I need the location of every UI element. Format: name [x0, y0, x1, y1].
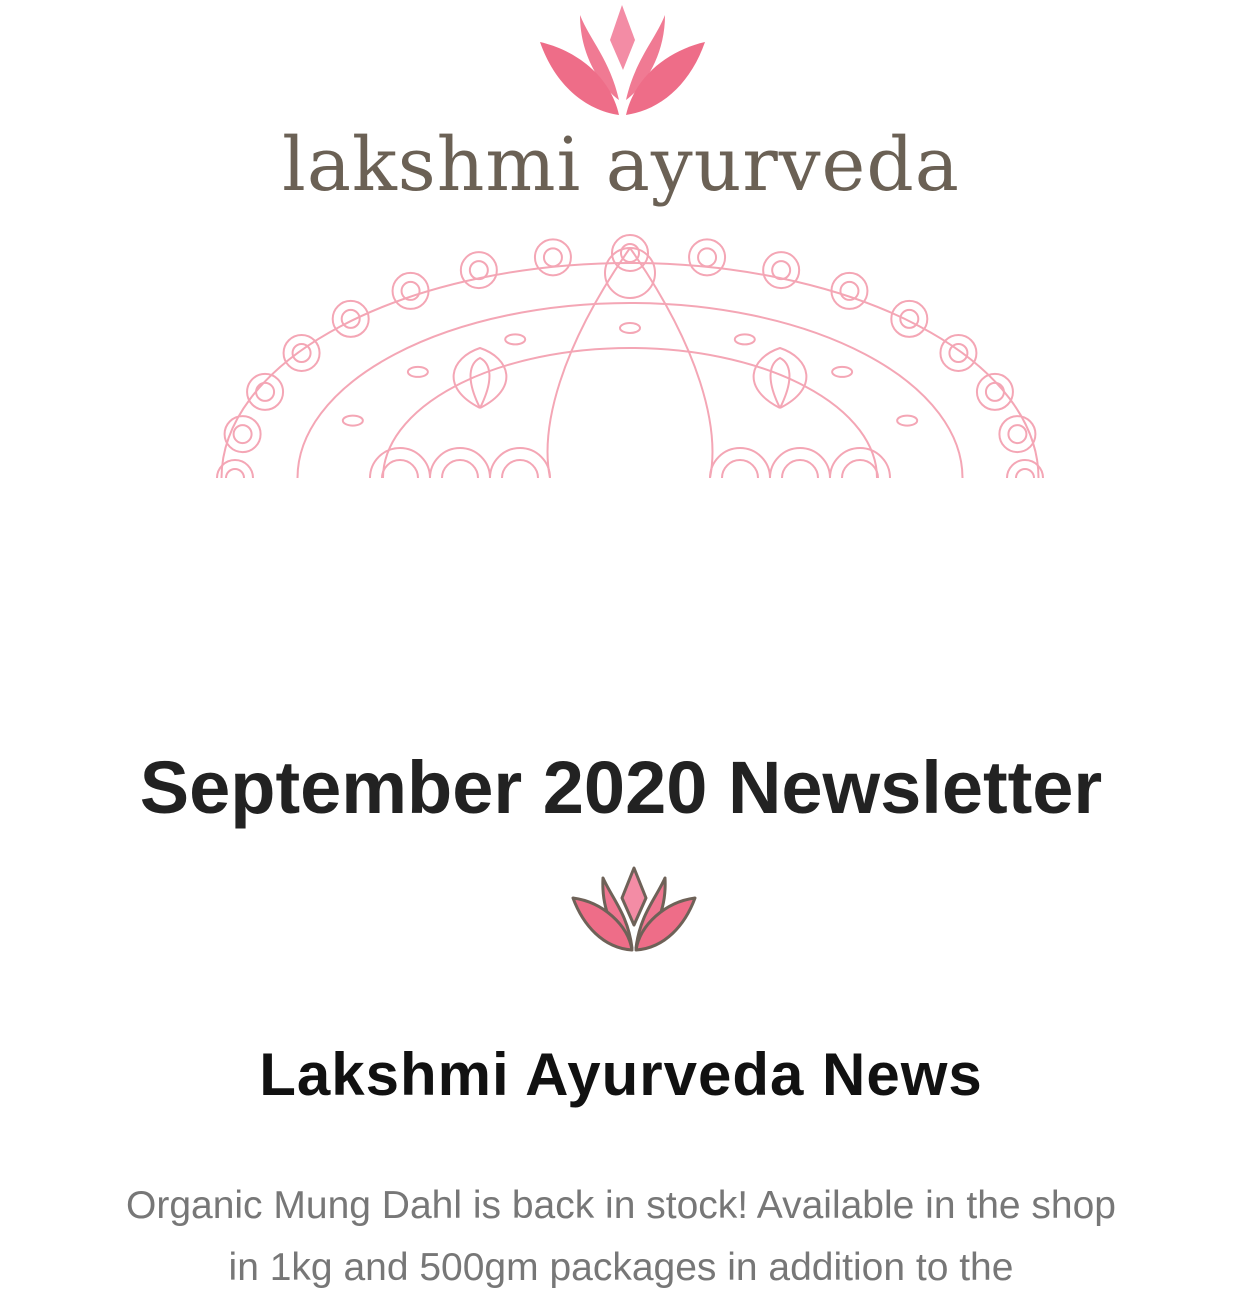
mandala-stroke: [490, 448, 550, 478]
mandala-ornament: [205, 228, 1055, 478]
mandala-stroke: [222, 263, 1039, 478]
section-heading: Lakshmi Ayurveda News: [259, 1041, 983, 1108]
mandala-stroke: [710, 448, 770, 478]
mandala-stroke: [284, 335, 320, 371]
mandala-stroke: [782, 460, 818, 478]
news-paragraph: Organic Mung Dahl is back in stock! Available in the shop in 1kg and 500gm packages in addition to the: [126, 1184, 1116, 1289]
mandala-stroke: [382, 460, 418, 478]
brand-name: lakshmi ayurveda: [282, 122, 960, 208]
mandala-stroke: [226, 469, 244, 478]
mandala-stroke: [832, 367, 852, 377]
mandala-stroke: [408, 367, 428, 377]
mandala-stroke: [461, 252, 497, 288]
mandala-stroke: [1008, 425, 1026, 443]
mandala-stroke: [430, 448, 490, 478]
mandala-stroke: [831, 273, 867, 309]
newsletter-title: September 2020 Newsletter: [139, 746, 1103, 829]
mandala-stroke: [343, 416, 363, 426]
lotus-divider-icon: [568, 860, 700, 955]
mandala-stroke: [986, 383, 1004, 401]
mandala-stroke: [977, 374, 1013, 410]
mandala-stroke: [689, 239, 725, 275]
mandala-stroke: [735, 334, 755, 344]
mandala-stroke: [621, 244, 639, 262]
mandala-stroke: [393, 273, 429, 309]
mandala-stroke: [293, 344, 311, 362]
mandala-stroke: [620, 323, 640, 333]
lotus-logo-icon: [535, 0, 710, 120]
mandala-stroke: [897, 416, 917, 426]
mandala-stroke: [763, 252, 799, 288]
mandala-stroke: [830, 448, 890, 478]
mandala-stroke: [247, 374, 283, 410]
mandala-stroke: [502, 460, 538, 478]
mandala-stroke: [548, 248, 713, 478]
mandala-stroke: [470, 261, 488, 279]
mandala-stroke: [383, 348, 877, 478]
mandala-stroke: [256, 383, 274, 401]
mandala-stroke: [772, 261, 790, 279]
mandala-stroke: [442, 460, 478, 478]
mandala-stroke: [722, 460, 758, 478]
mandala-stroke: [891, 301, 927, 337]
mandala-stroke: [698, 248, 716, 266]
mandala-stroke: [505, 334, 525, 344]
mandala-stroke: [770, 448, 830, 478]
mandala-stroke: [370, 448, 430, 478]
mandala-stroke: [298, 303, 963, 478]
mandala-stroke: [842, 460, 878, 478]
mandala-stroke: [535, 239, 571, 275]
mandala-stroke: [471, 358, 490, 408]
mandala-stroke: [949, 344, 967, 362]
mandala-stroke: [940, 335, 976, 371]
mandala-stroke: [1016, 469, 1034, 478]
mandala-stroke: [771, 358, 790, 408]
mandala-stroke: [333, 301, 369, 337]
mandala-stroke: [234, 425, 252, 443]
mandala-stroke: [544, 248, 562, 266]
